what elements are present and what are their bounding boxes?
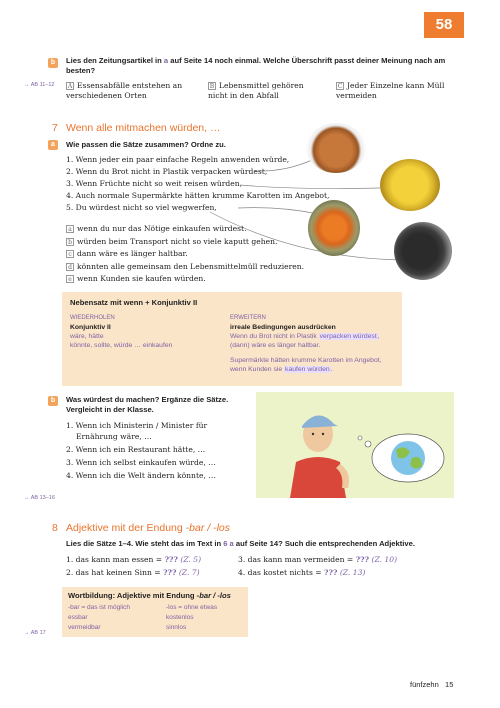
workbook-reference[interactable]: → AB 17: [24, 630, 46, 636]
sentence-3: 3. Wenn Früchte nicht so weit reisen würden,: [66, 179, 243, 188]
word-formation-box: [62, 587, 248, 637]
sentence-5: 5. Du würdest nicht so viel wegwerfen,: [66, 203, 217, 212]
task-instruction: Lies die Sätze 1–4. Wie steht das im Text in 6 a auf Seite 14? Such die entsprechenden Adjektive.: [66, 539, 415, 548]
option-letter: B: [209, 83, 215, 90]
section-number: 7: [52, 122, 58, 134]
exercise-item-3: 3. das kann man vermeiden = ??? (Z. 10): [238, 555, 398, 564]
option-text: Lebensmittel gehören nicht in den Abfall: [208, 81, 304, 101]
option-row-c: [66, 249, 304, 262]
task-instruction: [66, 395, 228, 416]
boy-drawing: [256, 392, 454, 498]
b-sentence: 4. Wenn ich die Welt ändern könnte, …: [66, 471, 216, 480]
grammar-example-line: (dann) wäre es länger haltbar.: [230, 342, 321, 349]
workbook-reference[interactable]: → AB 11–12: [24, 82, 55, 88]
option-text: könnten alle gemeinsam den Lebensmittelmüll reduzieren.: [77, 261, 305, 271]
word-formation-line: vermeidbar: [68, 624, 101, 631]
task-tag-b: b: [48, 58, 58, 68]
exercise-item-4: 4. das kostet nichts = ??? (Z. 13): [238, 568, 366, 577]
grammar-left-label: WIEDERHOLEN: [70, 315, 115, 321]
answer-blank[interactable]: ???: [164, 555, 178, 564]
option-text: wenn Kunden sie kaufen würden.: [77, 274, 206, 283]
option-letter: d: [66, 263, 74, 271]
task-tag-b: b: [48, 396, 58, 406]
sentence-4: 4. Auch normale Supermärkte hätten krumme Karotten im Angebot,: [66, 191, 330, 200]
task-tag-a: a: [48, 140, 58, 150]
lettered-sentences: [66, 224, 304, 287]
sentence-1: 1. Wenn jeder ein paar einfache Regeln anwenden würde,: [66, 155, 290, 164]
exercise-item-1: 1. das kann man essen = ??? (Z. 5): [66, 555, 202, 564]
grammar-left-heading: Konjunktiv II: [70, 324, 111, 331]
option-text: wenn du nur das Nötige einkaufen würdest.: [77, 224, 247, 233]
grammar-right-label: ERWEITERN: [230, 315, 266, 321]
footer-word: fünfzehn: [410, 680, 439, 689]
bananas-image: [380, 159, 440, 211]
option-text: dann wäre es länger haltbar.: [77, 249, 188, 258]
word-formation-line: essbar: [68, 614, 88, 621]
grammar-box: [62, 292, 402, 386]
grammar-right-heading: irreale Bedingungen ausdrücken: [230, 324, 336, 331]
option-letter: b: [66, 238, 74, 246]
option-letter: C: [337, 83, 343, 90]
section-title: Adjektive mit der Endung -bar / -los: [66, 522, 230, 534]
section-title: Wenn alle mitmachen würden, …: [66, 122, 221, 134]
garbage-bag-image: [394, 222, 452, 280]
workbook-reference[interactable]: → AB 13–16: [24, 495, 55, 501]
option-text: würden beim Transport nicht so viele kaputt gehen.: [77, 236, 278, 246]
grammar-left-line: könnte, sollte, würde … einkaufen: [70, 342, 173, 349]
grammar-example-line: wenn Kunden sie kaufen würden.: [230, 366, 333, 373]
option-letter: e: [66, 275, 74, 283]
crooked-carrots-image: [308, 200, 360, 256]
page-number-badge: 58: [424, 12, 464, 38]
task-instruction: Lies den Zeitungsartikel in a auf Seite 14 noch einmal. Welche Überschrift passt deiner Meinung nach am besten?: [66, 56, 446, 76]
task-instruction-line: Was würdest du machen? Ergänze die Sätze.: [66, 395, 229, 404]
option-letter: a: [66, 225, 74, 233]
answer-blank[interactable]: ???: [355, 555, 370, 564]
b-sentence: Ernährung wäre, …: [76, 432, 152, 441]
grammar-example-line: Wenn du Brot nicht in Plastik verpacken würdest,: [230, 333, 380, 340]
task-instruction: Wie passen die Sätze zusammen? Ordne zu.: [66, 140, 226, 149]
option-letter: c: [66, 250, 74, 258]
task-instruction-line: Vergleicht in der Klasse.: [66, 405, 154, 415]
option-row-e: [66, 274, 304, 287]
section-number: 8: [52, 522, 58, 534]
word-formation-line: kostenlos: [166, 614, 194, 621]
grammar-example-line: Supermärkte hätten krumme Karotten im Angebot,: [230, 357, 382, 364]
answer-blank[interactable]: ???: [324, 568, 338, 577]
sentence-2: 2. Wenn du Brot nicht in Plastik verpacken würdest,: [66, 167, 268, 176]
option-text: Jeder Einzelne kann Müll vermeiden: [336, 81, 445, 101]
word-formation-title: Wortbildung: Adjektive mit Endung -bar / -los: [68, 591, 231, 600]
b-sentence: 2. Wenn ich ein Restaurant hätte, …: [66, 445, 206, 454]
b-sentences: [66, 421, 216, 484]
b-sentence: 3. Wenn ich selbst einkaufen würde, …: [66, 458, 216, 467]
page-footer: [410, 680, 453, 690]
option-letter: A: [67, 83, 73, 90]
option-row-d: [66, 262, 304, 275]
footer-page-number: 15: [445, 680, 454, 689]
word-formation-right: [166, 603, 217, 633]
option-text: Essensabfälle entstehen an verschiedenen Orten: [66, 81, 183, 101]
word-formation-line: sinnlos: [166, 624, 187, 631]
word-formation-left: [68, 603, 130, 633]
exercise-item-2: 2. das hat keinen Sinn = ??? (Z. 7): [66, 568, 200, 577]
word-formation-line: -bar = das ist möglich: [68, 604, 130, 611]
word-formation-line: -los = ohne etwas: [166, 604, 218, 611]
bread-in-plastic-image: [306, 123, 366, 173]
grammar-left-line: wäre, hätte: [70, 333, 104, 340]
b-sentence: 1. Wenn ich Ministerin / Minister für: [66, 421, 208, 430]
thinking-boy-illustration: [256, 392, 454, 498]
answer-blank[interactable]: ???: [163, 568, 177, 577]
option-row-b: [66, 237, 304, 250]
option-row-a: [66, 224, 304, 237]
grammar-box-title: Nebensatz mit wenn + Konjunktiv II: [70, 298, 198, 307]
